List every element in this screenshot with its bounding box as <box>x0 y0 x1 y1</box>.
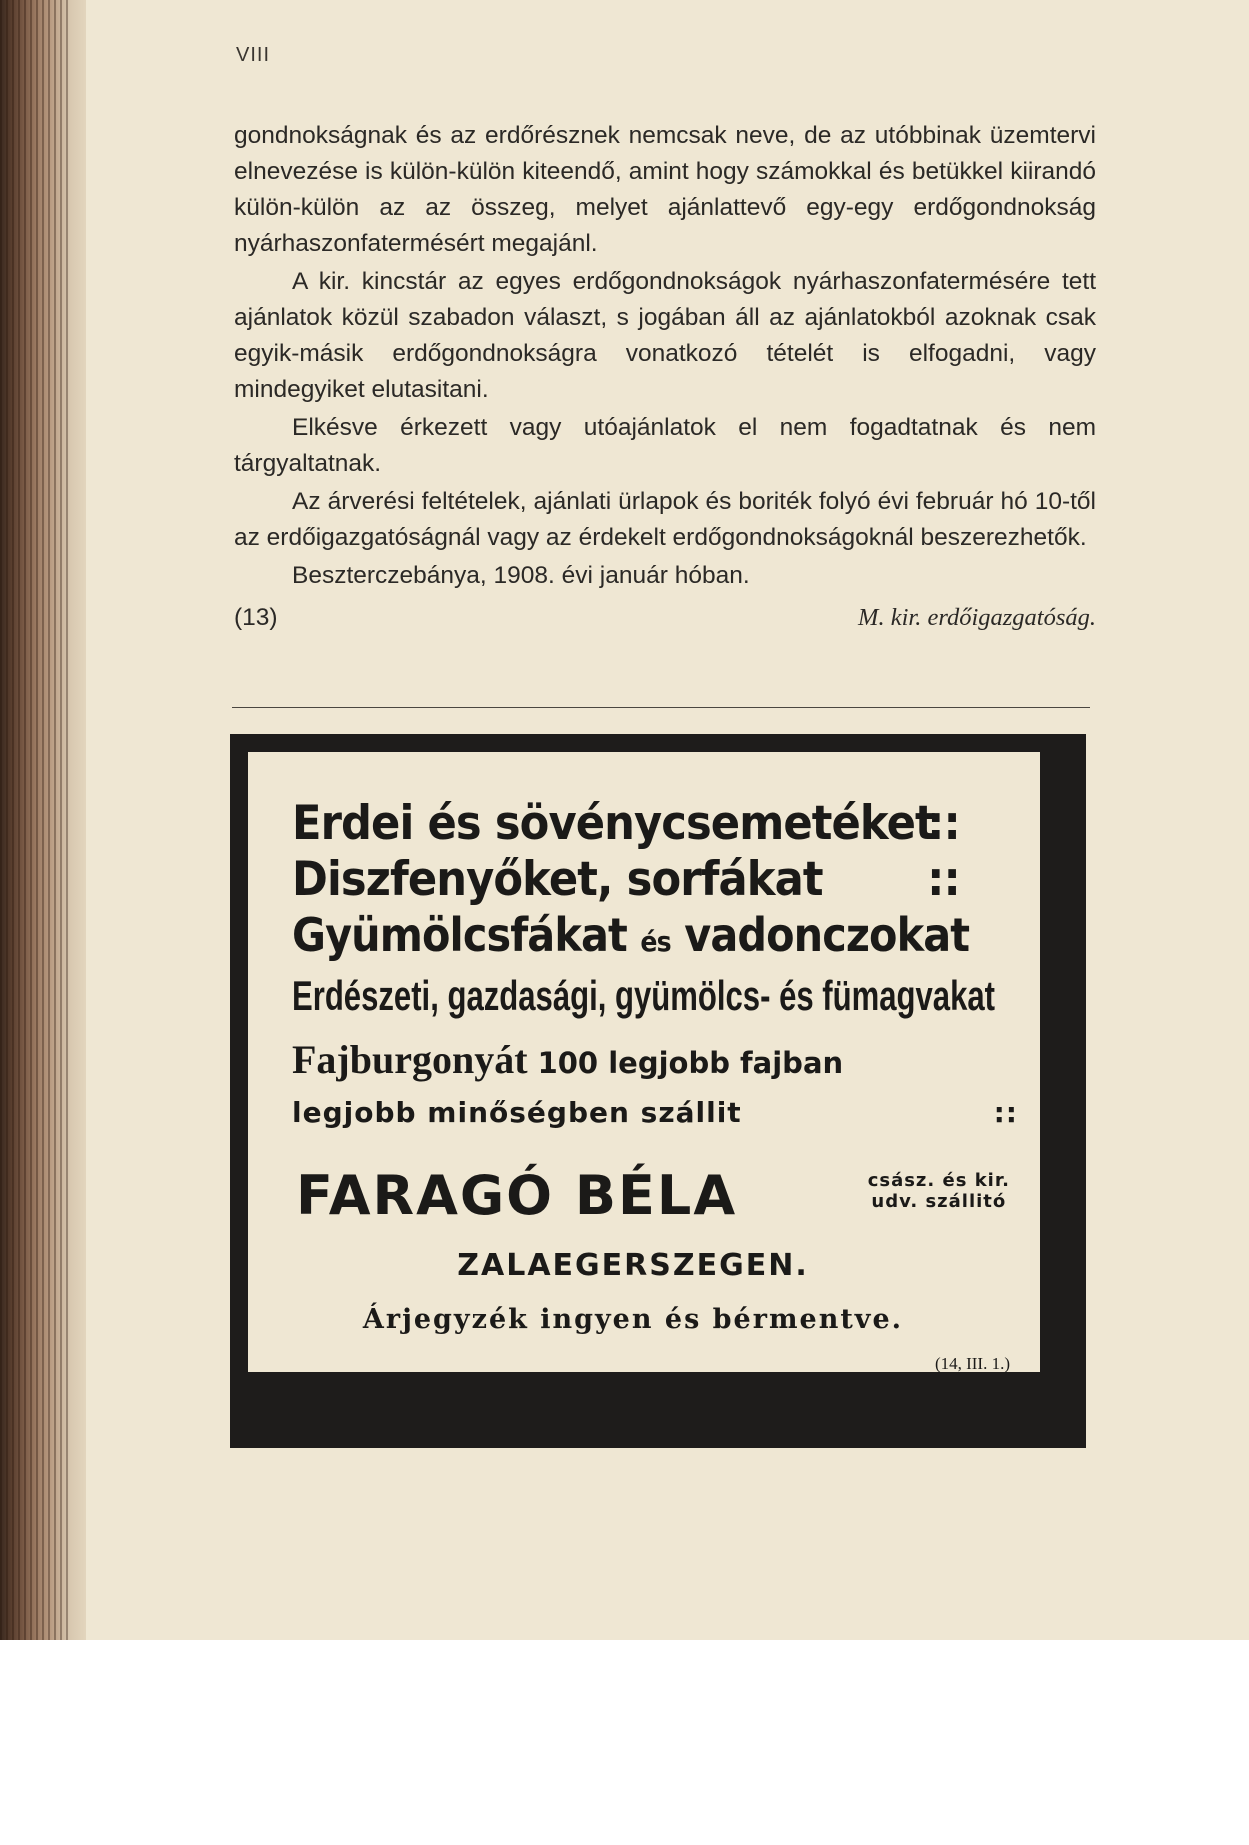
ad-line-seeds: Erdészeti, gazdasági, gyümölcs- és fümagvakat <box>292 972 996 1019</box>
dateline: Beszterczebánya, 1908. évi január hóban. <box>292 562 750 589</box>
ad-line-potatoes-a: Fajburgonyát <box>292 1037 528 1082</box>
paragraph-2: A kir. kincstár az egyes erdőgondnokságok nyárhaszonfatermésére tett ajánlatok közül szabadon választ, s jogában áll az ajánlatokból azoknak csak egyik-másik erdőgondnokságra vonatkozó tételét is elfogadni, vagy mindegyiket elutasitani. <box>234 268 1096 403</box>
paragraph-3: Elkésve érkezett vagy utóajánlatok el nem fogadtatnak és nem tárgyaltatnak. <box>234 414 1096 477</box>
ad-line-quality <box>292 1096 1018 1129</box>
paragraph-1: gondnokságnak és az erdőrésznek nemcsak neve, de az utóbbinak üzemtervi elnevezése is külön-külön kiteendő, amint hogy számokkal és betükkel kiirandó külön-külön az az összeg, melyet ajánlattevő egy-egy erdőgondnokság nyárhaszonfatermésért megajánl. <box>234 122 1096 257</box>
ad-separator: :: <box>993 1096 1018 1129</box>
signature-row <box>234 600 1096 636</box>
ad-line-potatoes <box>292 1036 1018 1083</box>
ad-line-seedlings-text: Erdei és sövénycsemetéket <box>292 796 935 851</box>
advertisement <box>248 752 1040 1378</box>
reference-number: (13) <box>234 604 278 631</box>
ad-line-fruit-trees-c: vadonczokat <box>684 908 970 962</box>
ad-line-quality-text: legjobb minőségben szállit <box>292 1096 742 1129</box>
brand-title-line-1: csász. és kir. <box>867 1170 1010 1191</box>
ad-separator: :: <box>927 796 960 851</box>
brand-title-line-2: udv. szállitó <box>871 1191 1007 1212</box>
brand-row <box>296 1164 1020 1227</box>
ad-separator: :: <box>927 852 960 907</box>
paragraph-4: Az árverési feltételek, ajánlati ürlapok és boriték folyó évi február hó 10-től az erdőigazgatóságnál vagy az érdekelt erdőgondnokságoknál beszerezhetők. <box>234 488 1096 551</box>
separator-rule <box>232 707 1090 708</box>
ad-line-fruit-trees <box>292 908 970 962</box>
ad-line-seedlings <box>292 796 960 851</box>
ad-reference: (14, III. 1.) <box>934 1354 1010 1373</box>
ad-city: ZALAEGERSZEGEN. <box>457 1248 809 1283</box>
spine-texture <box>0 0 70 1640</box>
ad-line-conifers <box>292 852 960 907</box>
signature: M. kir. erdőigazgatóság. <box>858 604 1096 631</box>
brand-name: FARAGÓ BÉLA <box>296 1164 738 1227</box>
book-spine <box>0 0 94 1640</box>
body-text <box>234 118 1096 636</box>
page-number: VIII <box>236 44 271 66</box>
brand-title <box>868 1170 1010 1212</box>
ad-line-fruit-trees-a: Gyümölcsfákat <box>292 908 627 962</box>
ad-line-fruit-trees-b: és <box>640 925 671 958</box>
ad-line-conifers-text: Diszfenyőket, sorfákat <box>292 852 823 907</box>
ad-pricelist: Árjegyzék ingyen és bérmentve. <box>362 1304 904 1335</box>
ad-line-potatoes-b: 100 legjobb fajban <box>537 1046 844 1080</box>
